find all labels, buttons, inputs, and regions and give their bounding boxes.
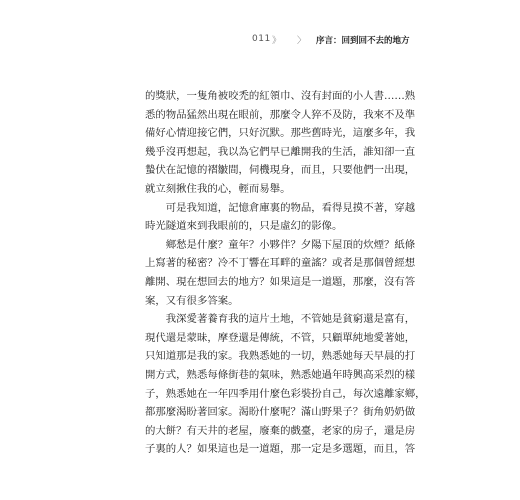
body-text [145, 87, 426, 459]
text-line: 悉的物品猛然出現在眼前，那麼令人猝不及防，我來不及準 [145, 108, 416, 121]
text-line: 子裏的人？如果這也是一道題，那一定是多選題，而且，答 [145, 443, 416, 456]
text-line: 的獎狀，一隻角被咬禿的紅領巾、沒有封面的小人書……熟 [145, 90, 416, 102]
text-line: 幾乎沒再想起，我以為它們早已離開我的生活，誰知卻一直 [145, 145, 416, 158]
text-line: 現代還是蒙昧，摩登還是傳統，不管，只顧單純地愛著她， [145, 331, 416, 344]
text-line: 鄉愁是什麼？童年？小夥伴？夕陽下屋頂的炊煙？紙條 [145, 238, 416, 251]
text-line: 都那麼渴盼著回家。渴盼什麼呢？滿山野果子？街角奶奶做 [145, 406, 416, 419]
text-line: 我深愛著養育我的這片土地，不管她是貧窮還是富有， [145, 313, 416, 326]
text-line: 離開、現在想回去的地方？如果這是一道題，那麼，沒有答 [145, 275, 416, 288]
text-line: 可是我知道，記憶倉庫裏的物品，看得見摸不著，穿越 [145, 201, 416, 214]
double-chevron-right-icon: 》 [272, 36, 282, 46]
text-line: 的大餅？有天井的老屋，廢棄的戲臺，老家的房子，還是房 [145, 424, 416, 437]
text-line: 就立刻揪住我的心，輕而易舉。 [145, 182, 291, 195]
text-line: 開方式，熟悉每條街巷的氣味，熟悉她過年時興高采烈的樣 [145, 368, 416, 381]
text-line: 上寫著的秘密？冷不丁響在耳畔的童謠？或者是那個曾經想 [145, 257, 416, 270]
page-number: 011 [252, 34, 271, 44]
text-line: 子，熟悉她在一年四季用什麼色彩裝扮自己，每次遠離家鄉， [145, 387, 426, 400]
text-line: 時光隧道來到我眼前的，只是虛幻的影像。 [145, 220, 343, 233]
text-line: 蟄伏在記憶的褶皺間，伺機現身，而且，只要他們一出現， [145, 164, 416, 177]
text-line: 案，又有很多答案。 [145, 294, 239, 307]
text-line: 只知道那是我的家。我熟悉她的一切，熟悉她每天早晨的打 [145, 350, 416, 363]
text-line: 備好心情迎接它們，只好沉默。那些舊時光，這麼多年，我 [145, 127, 416, 140]
chevron-right-icon: 〉 [297, 36, 307, 46]
chapter-title: 序言：回到回不去的地方 [316, 36, 410, 46]
running-header [0, 34, 520, 48]
